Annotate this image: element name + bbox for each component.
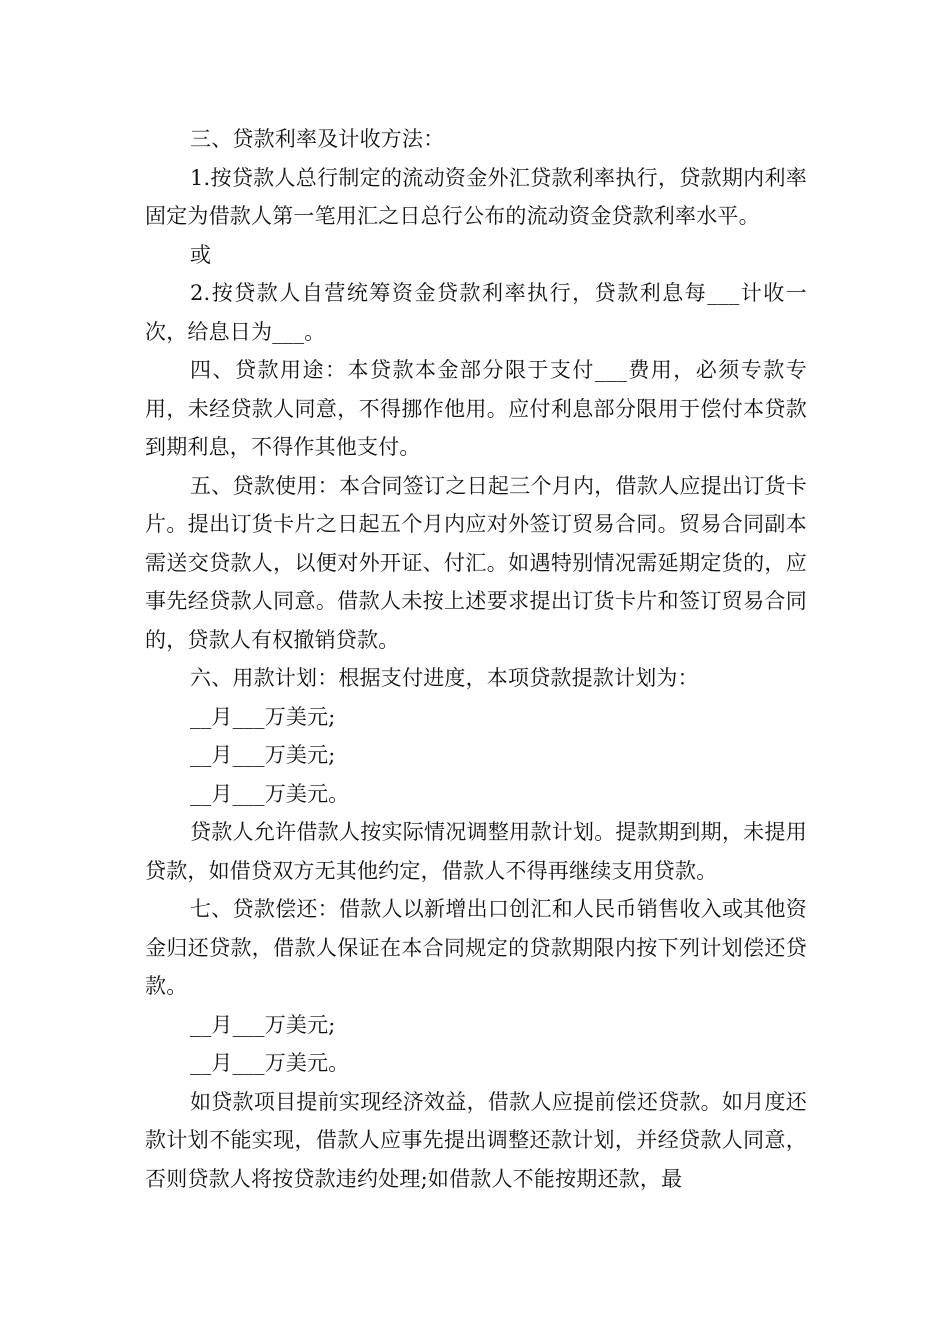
early-repayment-paragraph: 如贷款项目提前实现经济效益，借款人应提前偿还贷款。如月度还款计划不能实现，借款人应事先提出调整还款计划，并经贷款人同意，否则贷款人将按贷款违约处理;如借款人不能按期还款，最 (145, 1089, 807, 1191)
drawdown-plan-line: __月___万美元; (190, 743, 336, 767)
repayment-plan-line: __月___万美元。 (190, 1051, 350, 1075)
section-five-loan-usage: 五、贷款使用：本合同签订之日起三个月内，借款人应提出订货卡片。提出订货卡片之日起五个月内应对外签订贸易合同。贸易合同副本需送交贷款人，以便对外开证、付汇。如遇特别情况需延期定货的，应事先经贷款人同意。借款人未按上述要求提出订货卡片和签订贸易合同的，贷款人有权撤销贷款。 (145, 473, 807, 652)
repayment-plan-line: __月___万美元; (190, 1012, 336, 1037)
rate-option-one-paragraph: 1.按贷款人总行制定的流动资金外汇贷款利率执行，贷款期内利率固定为借款人第一笔用汇之日总行公布的流动资金贷款利率水平。 (145, 165, 807, 228)
section-six-drawdown-plan: 六、用款计划：根据支付进度，本项贷款提款计划为： (190, 666, 699, 690)
drawdown-adjustment-paragraph: 贷款人允许借款人按实际情况调整用款计划。提款期到期，未提用贷款，如借贷双方无其他约定，借款人不得再继续支用贷款。 (145, 820, 807, 883)
section-four-loan-purpose: 四、贷款用途：本贷款本金部分限于支付___费用，必须专款专用，未经贷款人同意，不得挪作他用。应付利息部分限用于偿付本贷款到期利息，不得作其他支付。 (145, 358, 807, 459)
section-seven-repayment: 七、贷款偿还：借款人以新增出口创汇和人民币销售收入或其他资金归还贷款，借款人保证在本合同规定的贷款期限内按下列计划偿还贷款。 (145, 897, 807, 998)
document-page (145, 120, 807, 1198)
drawdown-plan-line: __月___万美元; (190, 704, 336, 729)
drawdown-plan-line: __月___万美元。 (190, 781, 350, 806)
section-three-heading: 三、贷款利率及计收方法： (190, 127, 445, 151)
rate-option-two-paragraph: 2.按贷款人自营统筹资金贷款利率执行，贷款利息每___计收一次，给息日为___。 (145, 281, 807, 344)
or-separator: 或 (190, 242, 212, 267)
